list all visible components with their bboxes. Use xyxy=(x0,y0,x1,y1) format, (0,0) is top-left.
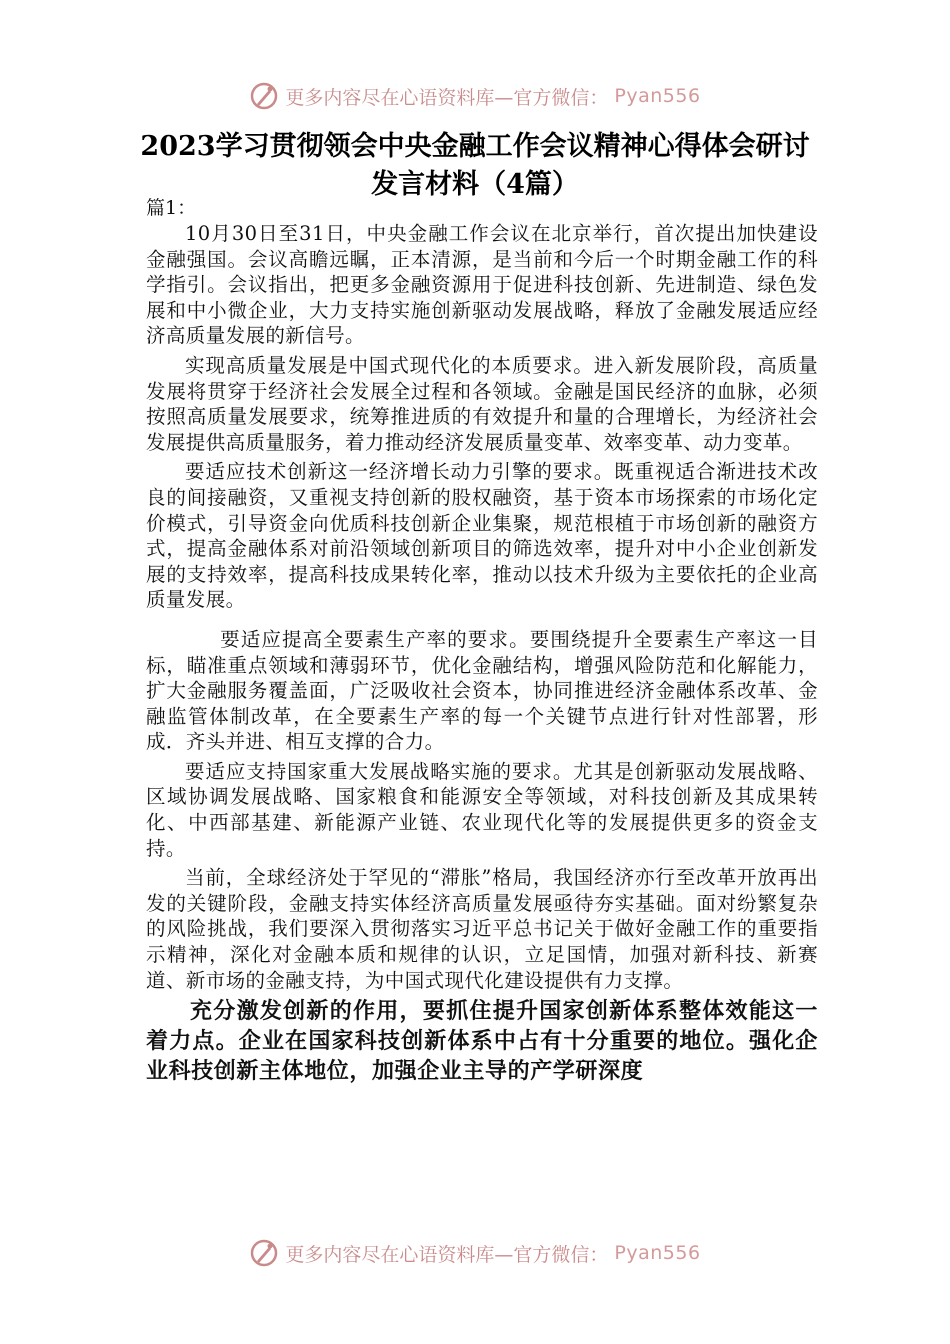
paragraph-6: 当前，全球经济处于罕见的“滞胀”格局，我国经济亦行至改革开放再出发的关键阶段，金融支持实体经济高质量发展亟待夯实基础。面对纷繁复杂的风险挑战，我们要深入贯彻落实习近平总书记关于做好金融工作的重要指示精神，深化对金融本质和规律的认识，立足国情，加强对新科技、新赛道、新市场的金融支持，为中国式现代化建设提供有力支撑。 xyxy=(146,866,818,992)
watermark-wechat-id: Pyan556 xyxy=(614,85,701,107)
document-title: 2023学习贯彻领会中央金融工作会议精神心得体会研讨发言材料（4篇） xyxy=(140,131,810,200)
footer-watermark xyxy=(0,1233,950,1273)
header-watermark xyxy=(0,76,950,116)
pen-circle-logo-icon xyxy=(249,81,279,111)
pen-circle-logo-icon xyxy=(249,1238,279,1268)
watermark-text: 更多内容尽在心语资料库—官方微信： xyxy=(285,86,609,109)
section-label: 篇1： xyxy=(146,197,197,219)
document-body xyxy=(146,196,818,1091)
paragraph-4: 要适应提高全要素生产率的要求。要围绕提升全要素生产率这一目标，瞄准重点领域和薄弱环节，优化金融结构，增强风险防范和化解能力，扩大金融服务覆盖面，广泛吸收社会资本，协同推进经济金融体系改革、金融监管体制改革，在全要素生产率的每一个关键节点进行针对性部署，形成．齐头并进、相互支撑的合力。 xyxy=(146,627,818,754)
watermark-wechat-id: Pyan556 xyxy=(614,1242,701,1264)
paragraph-3: 要适应技术创新这一经济增长动力引擎的要求。既重视适合渐进技术改良的间接融资，又重视支持创新的股权融资，基于资本市场探索的市场化定价模式，引导资金向优质科技创新企业集聚，规范根植于市场创新的融资方式，提高金融体系对前沿领域创新项目的筛选效率，提升对中小企业创新发展的支持效率，提高科技成果转化率，推动以技术升级为主要依托的企业高质量发展。 xyxy=(146,460,818,612)
paragraph-2: 实现高质量发展是中国式现代化的本质要求。进入新发展阶段，高质量发展将贯穿于经济社会发展全过程和各领域。金融是国民经济的血脉，必须按照高质量发展要求，统筹推进质的有效提升和量的合理增长，为经济社会发展提供高质量服务，着力推动经济发展质量变革、效率变革、动力变革。 xyxy=(146,353,818,454)
paragraph-7: 充分激发创新的作用，要抓住提升国家创新体系整体效能这一着力点。企业在国家科技创新体系中占有十分重要的地位。强化企业科技创新主体地位，加强企业主导的产学研深度 xyxy=(146,999,818,1085)
paragraph-1: 10月30日至31日，中央金融工作会议在北京举行，首次提出加快建设金融强国。会议高瞻远瞩，正本清源，是当前和今后一个时期金融工作的科学指引。会议指出，把更多金融资源用于促进科技创新、先进制造、绿色发展和中小微企业，大力支持实施创新驱动发展战略，释放了金融发展适应经济高质量发展的新信号。 xyxy=(146,222,818,348)
watermark-text: 更多内容尽在心语资料库—官方微信： xyxy=(285,1243,609,1266)
paragraph-5: 要适应支持国家重大发展战略实施的要求。尤其是创新驱动发展战略、区域协调发展战略、国家粮食和能源安全等领域，对科技创新及其成果转化、中西部基建、新能源产业链、农业现代化等的发展提供更多的资金支持。 xyxy=(146,759,818,860)
